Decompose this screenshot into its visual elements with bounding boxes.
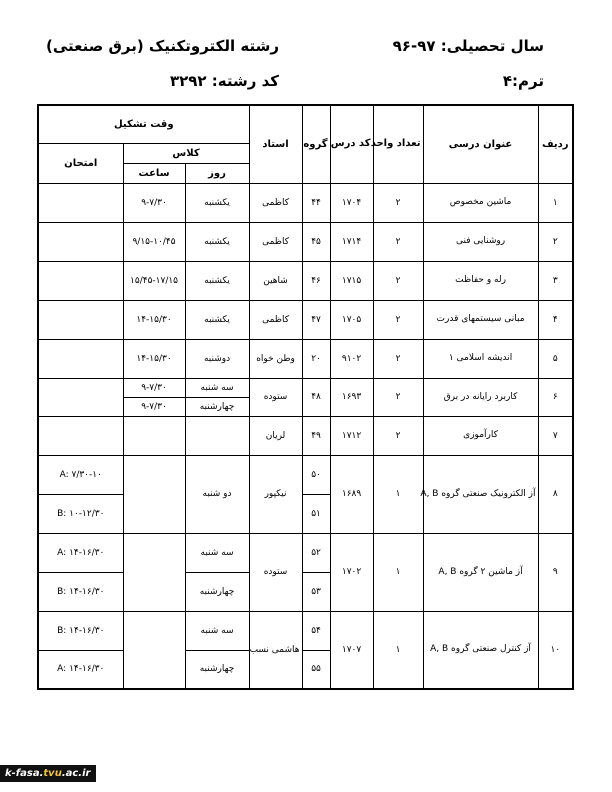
class-time: ۱۴-۱۵/۳۰ — [123, 339, 185, 378]
exam-time: B: ۱۰-۱۲/۳۰ — [38, 494, 123, 533]
col-units: تعداد واحد — [373, 105, 423, 183]
course-title: آز ماشین ۲ گروه A, B — [423, 533, 538, 611]
col-exam: امتحان — [38, 143, 123, 183]
row-number: ۴ — [538, 300, 573, 339]
table-row — [38, 300, 573, 339]
course-title: آز الکترونیک صنعتی گروه A, B — [423, 455, 538, 533]
class-time: ۹-۷/۳۰ — [123, 378, 185, 397]
table-row — [38, 339, 573, 378]
course-professor: شاهین — [249, 261, 302, 300]
course-group: ۵۳ — [302, 572, 330, 611]
course-title: کارآموزی — [423, 416, 538, 455]
row-number: ۱ — [538, 183, 573, 222]
class-time — [123, 533, 185, 611]
row-number: ۶ — [538, 378, 573, 416]
table-row — [38, 183, 573, 222]
class-time — [123, 455, 185, 533]
course-units: ۲ — [373, 183, 423, 222]
class-time — [123, 611, 185, 689]
exam-time: B: ۱۴-۱۶/۳۰ — [38, 611, 123, 650]
table-row — [38, 455, 573, 494]
class-time: ۹-۷/۳۰ — [123, 183, 185, 222]
exam-time: A: ۱۴-۱۶/۳۰ — [38, 650, 123, 689]
class-day: دوشنبه — [185, 339, 249, 378]
course-units: ۲ — [373, 222, 423, 261]
course-group: ۵۴ — [302, 611, 330, 650]
course-units: ۲ — [373, 339, 423, 378]
class-day: یکشنبه — [185, 261, 249, 300]
course-group: ۵۰ — [302, 455, 330, 494]
col-code: کد درس — [330, 105, 373, 183]
exam-cell — [38, 416, 123, 455]
course-title: رله و حفاظت — [423, 261, 538, 300]
row-number: ۳ — [538, 261, 573, 300]
course-units: ۲ — [373, 300, 423, 339]
exam-cell — [38, 261, 123, 300]
footer-suffix: .ac.ir — [61, 768, 91, 779]
col-title: عنوان درسی — [423, 105, 538, 183]
table-row — [38, 416, 573, 455]
course-group: ۴۶ — [302, 261, 330, 300]
table-row — [38, 378, 573, 397]
col-group: گروه — [302, 105, 330, 183]
course-professor: لریان — [249, 416, 302, 455]
class-time: ۹-۷/۳۰ — [123, 397, 185, 416]
course-group: ۲۰ — [302, 339, 330, 378]
class-time: ۹/۱۵-۱۰/۴۵ — [123, 222, 185, 261]
course-group: ۴۹ — [302, 416, 330, 455]
class-day: چهارشنبه — [185, 650, 249, 689]
course-code: ۱۷۰۵ — [330, 300, 373, 339]
col-schedule: وقت تشکیل — [38, 105, 249, 143]
class-day: سه شنبه — [185, 533, 249, 572]
course-professor: ستوده — [249, 533, 302, 611]
footer-highlight: tvu — [43, 768, 62, 779]
class-day: سه شنبه — [185, 378, 249, 397]
class-time — [123, 416, 185, 455]
col-day: روز — [185, 163, 249, 183]
class-time: ۱۵/۴۵-۱۷/۱۵ — [123, 261, 185, 300]
course-professor: کاظمی — [249, 300, 302, 339]
course-title: روشنایی فنی — [423, 222, 538, 261]
exam-cell — [38, 300, 123, 339]
header-row — [38, 105, 573, 143]
course-professor: هاشمی نسب — [249, 611, 302, 689]
table-row — [38, 222, 573, 261]
class-day: یکشنبه — [185, 300, 249, 339]
class-day: چهارشنبه — [185, 572, 249, 611]
course-professor: کاظمی — [249, 222, 302, 261]
course-title: کاربرد رایانه در برق — [423, 378, 538, 416]
class-day: سه شنبه — [185, 611, 249, 650]
course-title: ماشین مخصوص — [423, 183, 538, 222]
table-row — [38, 611, 573, 650]
col-professor: استاد — [249, 105, 302, 183]
row-number: ۲ — [538, 222, 573, 261]
course-code: ۱۷۰۲ — [330, 533, 373, 611]
course-code: ۱۷۱۲ — [330, 416, 373, 455]
col-time: ساعت — [123, 163, 185, 183]
course-units: ۱ — [373, 455, 423, 533]
exam-cell — [38, 378, 123, 416]
course-professor: وطن خواه — [249, 339, 302, 378]
class-time: ۱۴-۱۵/۳۰ — [123, 300, 185, 339]
course-code: ۱۷۱۵ — [330, 261, 373, 300]
exam-cell — [38, 183, 123, 222]
course-title: اندیشه اسلامی ۱ — [423, 339, 538, 378]
class-day: چهارشنبه — [185, 397, 249, 416]
term-label: ترم:۴ — [502, 72, 544, 90]
row-number: ۱۰ — [538, 611, 573, 689]
course-professor: نیکپور — [249, 455, 302, 533]
col-class: کلاس — [123, 143, 249, 163]
row-number: ۹ — [538, 533, 573, 611]
class-day: یکشنبه — [185, 222, 249, 261]
course-code: ۱۶۹۳ — [330, 378, 373, 416]
course-professor: کاظمی — [249, 183, 302, 222]
course-schedule-table — [37, 104, 574, 690]
row-number: ۷ — [538, 416, 573, 455]
footer-prefix: k-fasa. — [5, 768, 44, 779]
course-code: ۱۷۰۴ — [330, 183, 373, 222]
course-units: ۲ — [373, 378, 423, 416]
table-row — [38, 533, 573, 572]
class-day: یکشنبه — [185, 183, 249, 222]
website-footer[interactable] — [0, 765, 96, 782]
row-number: ۸ — [538, 455, 573, 533]
exam-cell — [38, 339, 123, 378]
course-units: ۲ — [373, 261, 423, 300]
course-code: ۱۷۱۴ — [330, 222, 373, 261]
course-units: ۱ — [373, 533, 423, 611]
course-title: مبانی سیستمهای قدرت — [423, 300, 538, 339]
exam-time: B: ۱۴-۱۶/۳۰ — [38, 572, 123, 611]
course-group: ۴۸ — [302, 378, 330, 416]
course-units: ۱ — [373, 611, 423, 689]
course-group: ۵۲ — [302, 533, 330, 572]
field-title: رشته الکتروتکنیک (برق صنعتی) — [46, 37, 279, 55]
table-row — [38, 261, 573, 300]
course-group: ۴۴ — [302, 183, 330, 222]
field-code: کد رشته: ۳۲۹۲ — [169, 72, 279, 90]
course-professor: ستوده — [249, 378, 302, 416]
course-title: آز کنترل صنعتی گروه A, B — [423, 611, 538, 689]
exam-time: A: ۱۴-۱۶/۳۰ — [38, 533, 123, 572]
academic-year: سال تحصیلی: ۹۷-۹۶ — [392, 37, 544, 55]
class-day: دو شنبه — [185, 455, 249, 533]
col-row: ردیف — [538, 105, 573, 183]
exam-cell — [38, 222, 123, 261]
class-day — [185, 416, 249, 455]
course-code: ۹۱۰۲ — [330, 339, 373, 378]
course-code: ۱۶۸۹ — [330, 455, 373, 533]
course-group: ۵۱ — [302, 494, 330, 533]
course-group: ۴۵ — [302, 222, 330, 261]
row-number: ۵ — [538, 339, 573, 378]
exam-time: A: ۷/۳۰-۱۰ — [38, 455, 123, 494]
course-units: ۲ — [373, 416, 423, 455]
course-group: ۴۷ — [302, 300, 330, 339]
course-code: ۱۷۰۷ — [330, 611, 373, 689]
course-group: ۵۵ — [302, 650, 330, 689]
